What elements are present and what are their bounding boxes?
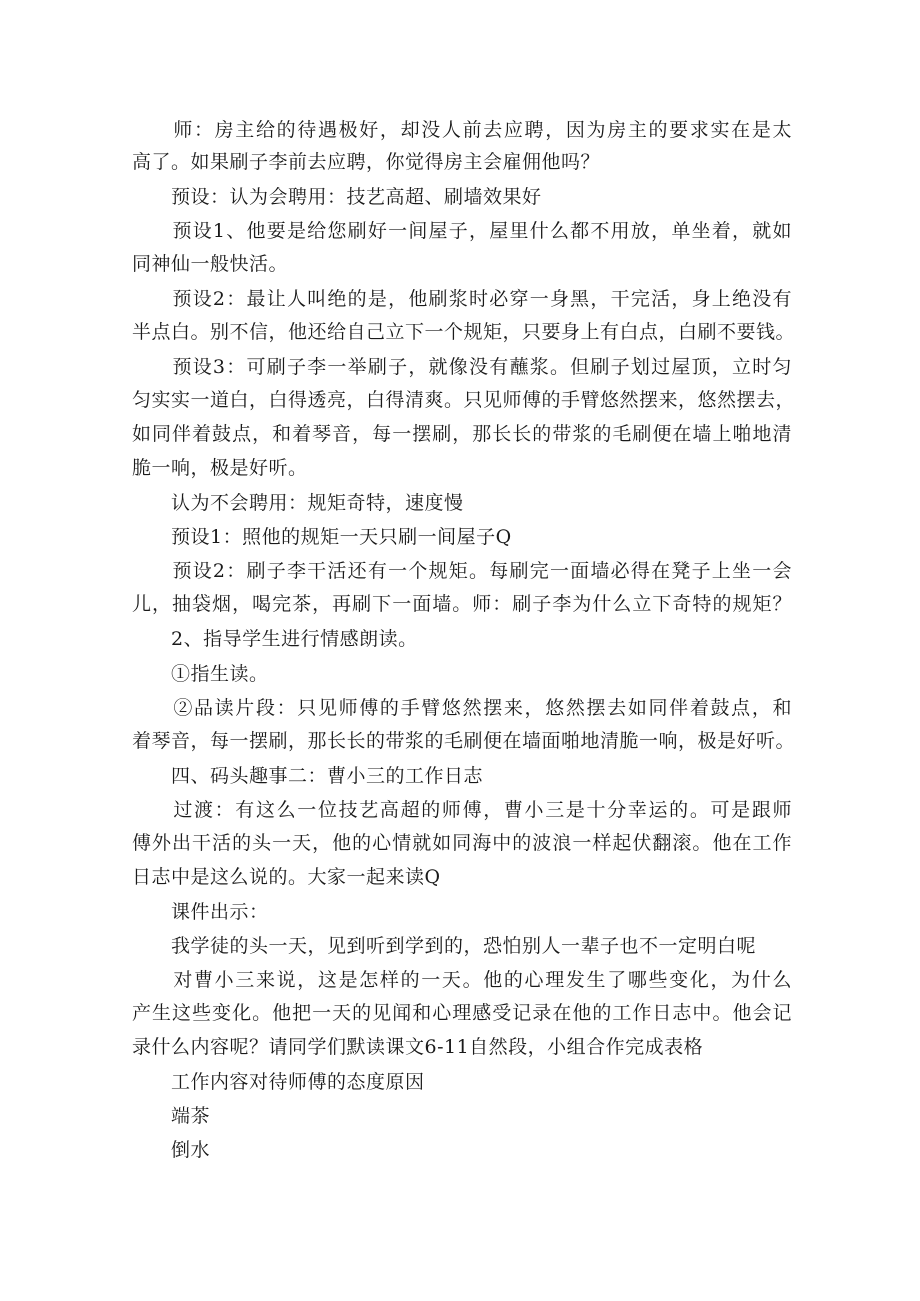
text-line: 预设1、他要是给您刷好一间屋子，屋里什么都不用放，单坐着，就如: [132, 220, 792, 242]
text-line: ②品读片段：只见师傅的手臂悠然摆来，悠然摆去如同伴着鼓点，和: [132, 697, 792, 719]
section-heading: 四、码头趣事二：曹小三的工作日志: [132, 765, 484, 787]
text-line: 日志中是这么说的。大家一起来读Q: [132, 866, 441, 888]
text-line: 我学徒的头一天，见到听到学到的，恐怕别人一辈子也不一定明白呢: [132, 935, 757, 957]
text-line: 匀实实一道白，白得透亮，白得清爽。只见师傅的手臂悠然摆来，悠然摆去，: [132, 389, 796, 411]
text-line: 过渡：有这么一位技艺高超的师傅，曹小三是十分幸运的。可是跟师: [132, 799, 792, 821]
text-line: 傅外出干活的头一天，他的心情就如同海中的波浪一样起伏翻滚。他在工作: [132, 832, 792, 854]
text-line: 2、指导学生进行情感朗读。: [132, 628, 418, 650]
text-line: ①指生读。: [132, 663, 269, 685]
text-line: 师：房主给的待遇极好，却没人前去应聘，因为房主的要求实在是太: [132, 119, 792, 141]
text-line: 课件出示：: [132, 901, 269, 923]
text-line: 预设3：可刷子李一举刷子，就像没有蘸浆。但刷子划过屋顶，立时匀: [132, 356, 792, 378]
text-line: 如同伴着鼓点，和着琴音，每一摆刷，那长长的带浆的毛刷便在墙上啪地清: [132, 423, 792, 445]
text-line: 预设2：最让人叫绝的是，他刷浆时必穿一身黑，干完活，身上绝没有: [132, 288, 792, 310]
text-line: 认为不会聘用：规矩奇特，速度慢: [132, 492, 464, 514]
text-line: 预设：认为会聘用：技艺高超、刷墙效果好: [132, 186, 542, 208]
text-line: 半点白。别不信，他还给自己立下一个规矩，只要身上有白点，白刷不要钱。: [132, 321, 796, 343]
text-line: 录什么内容呢？请同学们默读课文6-11自然段，小组合作完成表格: [132, 1036, 704, 1058]
text-line: 产生这些变化。他把一天的见闻和心理感受记录在他的工作日志中。他会记: [132, 1002, 792, 1024]
text-line: 预设1：照他的规矩一天只刷一间屋子Q: [132, 526, 512, 548]
text-line: 预设2：刷子李干活还有一个规矩。每刷完一面墙必得在凳子上坐一会: [132, 560, 792, 582]
table-row-label: 倒水: [132, 1139, 211, 1161]
table-header-line: 工作内容对待师傅的态度原因: [132, 1071, 425, 1093]
text-line: 儿，抽袋烟，喝完茶，再刷下一面墙。师：刷子李为什么立下奇特的规矩？: [132, 593, 792, 615]
text-line: 脆一响，极是好听。: [132, 457, 308, 479]
text-line: 对曹小三来说，这是怎样的一天。他的心理发生了哪些变化，为什么: [132, 969, 792, 991]
text-line: 高了。如果刷子李前去应聘，你觉得房主会雇佣他吗？: [132, 151, 601, 173]
text-line: 同神仙一般快活。: [132, 253, 289, 275]
table-row-label: 端茶: [132, 1105, 211, 1127]
text-line: 着琴音，每一摆刷，那长长的带浆的毛刷便在墙面啪地清脆一响，极是好听。: [132, 730, 796, 752]
